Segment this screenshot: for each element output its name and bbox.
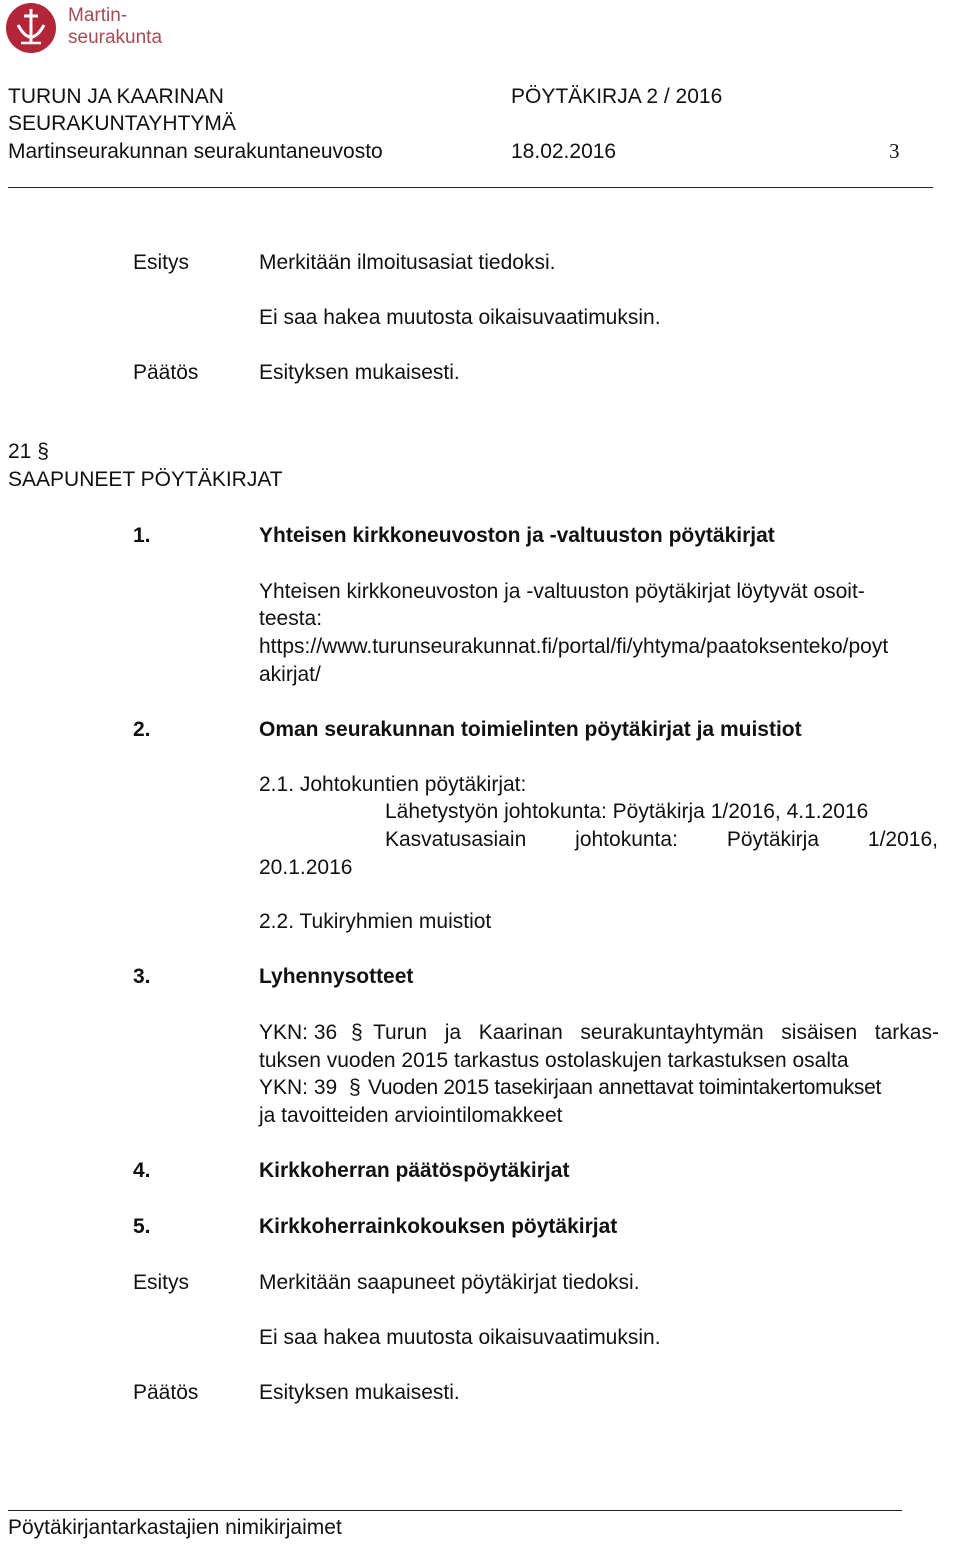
- item-2-1-entry-b-date: 20.1.2016: [259, 856, 353, 879]
- section-sign: §: [351, 1021, 363, 1044]
- ykn-36-line2: tuksen vuoden 2015 tarkastus ostolaskujen tarkastuksen osalta: [259, 1049, 849, 1072]
- item-4-number: 4.: [133, 1159, 151, 1182]
- appeal-text: Ei saa hakea muutosta oikaisuvaatimuksin.: [259, 1326, 661, 1349]
- esitys-label: Esitys: [133, 1271, 190, 1294]
- item-1-url-line2[interactable]: akirjat/: [259, 663, 321, 686]
- section-sign: §: [37, 440, 49, 463]
- paatos-text: Esityksen mukaisesti.: [259, 1381, 460, 1404]
- ykn-39-ref: YKN: 39: [259, 1076, 338, 1099]
- meeting-date: 18.02.2016: [511, 140, 617, 163]
- signatures-label: Pöytäkirjantarkastajien nimikirjaimet: [8, 1516, 342, 1539]
- document-title: PÖYTÄKIRJA 2 / 2016: [511, 85, 723, 108]
- item-1-text-line1: Yhteisen kirkkoneuvoston ja -valtuuston pöytäkirjat löytyvät osoit-: [259, 580, 865, 603]
- ykn-39-line2: ja tavoitteiden arviointilomakkeet: [259, 1104, 563, 1127]
- item-2-title: Oman seurakunnan toimielinten pöytäkirjat ja muistiot: [259, 718, 802, 741]
- paatos-label: Päätös: [133, 1381, 199, 1404]
- org-name-line2: SEURAKUNTAYHTYMÄ: [8, 112, 236, 135]
- item-1-number: 1.: [133, 524, 151, 547]
- item-4-title: Kirkkoherran päätöspöytäkirjat: [259, 1159, 570, 1182]
- footer-rule: [8, 1510, 902, 1511]
- section-number: 21 §: [8, 440, 49, 463]
- ykn-36-line1: Turun ja Kaarinan seurakuntayhtymän sisäisen tarkas-: [373, 1021, 939, 1044]
- esitys-text: Merkitään ilmoitusasiat tiedoksi.: [259, 251, 556, 274]
- item-2-2-heading: 2.2. Tukiryhmien muistiot: [259, 910, 492, 933]
- item-5-title: Kirkkoherrainkokouksen pöytäkirjat: [259, 1215, 618, 1238]
- item-2-number: 2.: [133, 718, 151, 741]
- item-3-title: Lyhennysotteet: [259, 965, 414, 988]
- item-2-1-heading: 2.1. Johtokuntien pöytäkirjat:: [259, 773, 527, 796]
- header-rule: [8, 187, 933, 188]
- appeal-text: Ei saa hakea muutosta oikaisuvaatimuksin.: [259, 306, 661, 329]
- council-name: Martinseurakunnan seurakuntaneuvosto: [8, 140, 383, 163]
- esitys-label: Esitys: [133, 251, 190, 274]
- esitys-text: Merkitään saapuneet pöytäkirjat tiedoksi.: [259, 1271, 640, 1294]
- section-title: SAAPUNEET PÖYTÄKIRJAT: [8, 468, 283, 491]
- item-2-1-entry-b: Kasvatusasiain johtokunta: Pöytäkirja 1/2016,: [385, 828, 938, 851]
- item-2-1-entry-a: Lähetystyön johtokunta: Pöytäkirja 1/2016, 4.1.2016: [385, 800, 869, 823]
- item-1-text-line2: teesta:: [259, 607, 323, 630]
- item-3-number: 3.: [133, 965, 151, 988]
- item-5-number: 5.: [133, 1215, 151, 1238]
- logo: [6, 3, 186, 57]
- church-emblem-icon: [6, 3, 56, 53]
- paatos-text: Esityksen mukaisesti.: [259, 361, 460, 384]
- ykn-36-ref: YKN: 36: [259, 1021, 338, 1044]
- item-1-title: Yhteisen kirkkoneuvoston ja -valtuuston pöytäkirjat: [259, 524, 775, 547]
- item-1-url-line1[interactable]: https://www.turunseurakunnat.fi/portal/fi/yhtyma/paatoksenteko/poyt: [259, 635, 889, 658]
- ykn-39-line1: Vuoden 2015 tasekirjaan annettavat toimintakertomukset: [368, 1076, 882, 1099]
- page-number: 3: [889, 139, 900, 163]
- org-name-line1: TURUN JA KAARINAN: [8, 85, 224, 108]
- paatos-label: Päätös: [133, 361, 199, 384]
- section-sign: §: [349, 1076, 361, 1099]
- logo-text: Martin- seurakunta: [68, 5, 163, 48]
